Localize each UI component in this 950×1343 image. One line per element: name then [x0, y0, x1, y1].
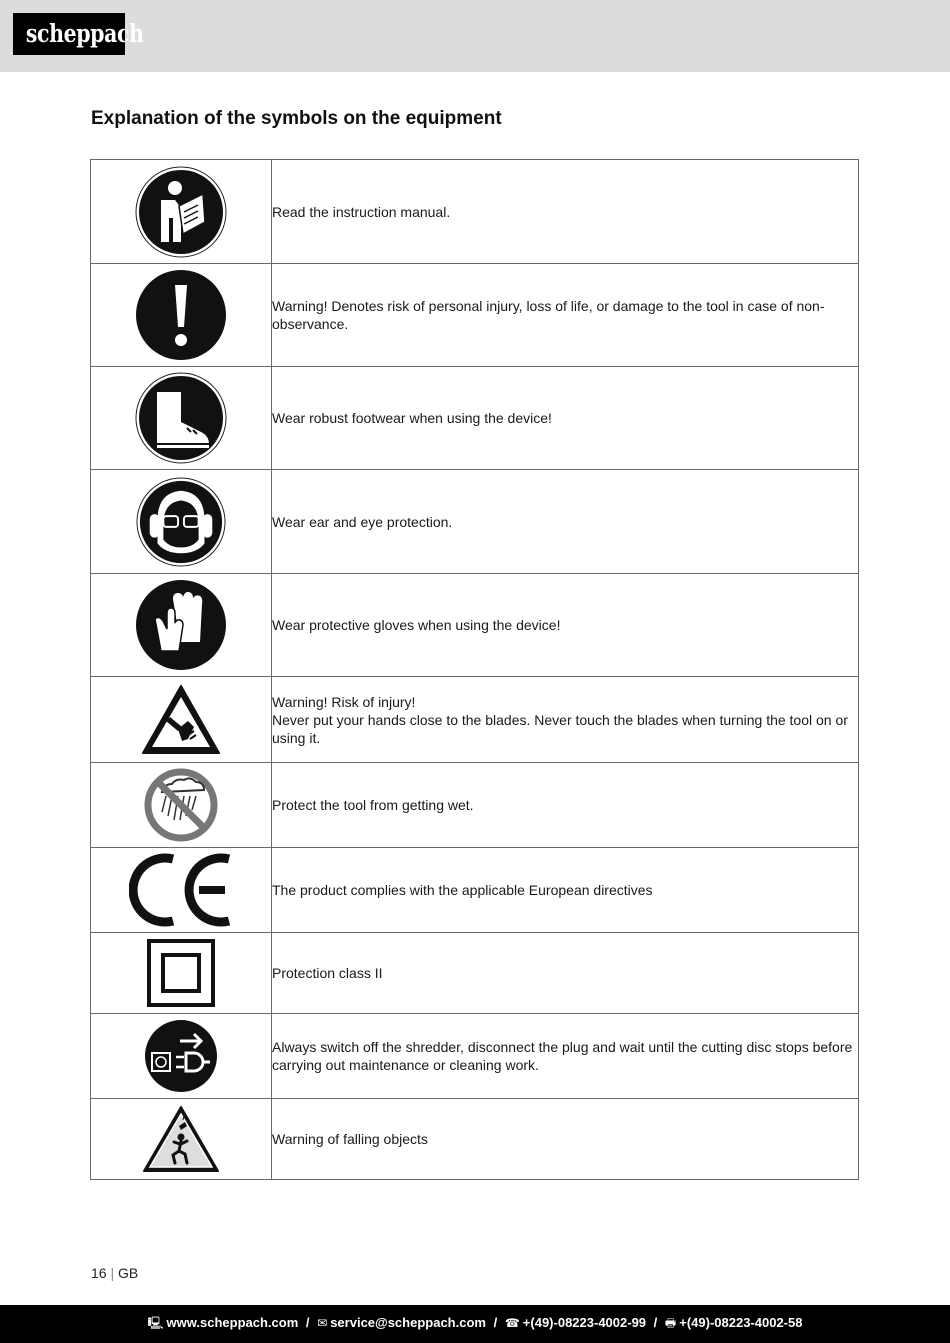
page-number-value: 16	[91, 1265, 107, 1281]
symbol-description	[272, 160, 859, 264]
footer-separator: /	[653, 1315, 658, 1330]
warning-exclamation-icon	[135, 269, 227, 361]
hand-blade-warning-icon	[140, 683, 222, 757]
footer-separator: /	[305, 1315, 310, 1330]
icon-cell	[91, 677, 272, 763]
protective-gloves-icon	[135, 579, 227, 671]
description-line: Wear ear and eye protection.	[272, 513, 453, 530]
symbol-description	[272, 1014, 859, 1099]
description-line: Warning! Denotes risk of personal injury, loss of life, or damage to the tool in case of non-observance.	[272, 298, 825, 332]
table-row	[91, 763, 859, 848]
description-line: Never put your hands close to the blades. Never touch the blades when turning the tool on or using it.	[272, 711, 848, 746]
icon-cell	[91, 574, 272, 677]
page-number-divider: |	[110, 1265, 115, 1281]
footer-bar	[0, 1305, 950, 1343]
icon-cell	[91, 264, 272, 367]
icon-cell	[91, 1099, 272, 1180]
icon-cell	[91, 848, 272, 933]
ce-mark-icon	[129, 853, 233, 927]
description-line: The product complies with the applicable European directives	[272, 882, 653, 898]
footer-fax: +(49)-08223-4002-58	[679, 1315, 803, 1330]
description-line: Wear robust footwear when using the device!	[272, 410, 552, 426]
page-number	[91, 1265, 138, 1281]
symbol-description	[272, 848, 859, 933]
symbol-description	[272, 574, 859, 677]
symbol-description	[272, 470, 859, 574]
footer-website[interactable]: www.scheppach.com	[166, 1315, 299, 1330]
read-manual-icon	[135, 166, 227, 258]
icon-cell	[91, 470, 272, 574]
description-line: Warning! Risk of injury!	[272, 693, 416, 710]
footer-email[interactable]: service@scheppach.com	[330, 1315, 486, 1330]
symbol-description	[272, 367, 859, 470]
page-language: GB	[118, 1265, 139, 1281]
phone-icon: ☎	[504, 1316, 520, 1330]
email-icon: ✉	[317, 1316, 328, 1330]
protection-class-2-icon	[147, 939, 215, 1007]
unplug-before-maintenance-icon	[144, 1019, 218, 1093]
symbol-description	[272, 933, 859, 1014]
description-line: Wear protective gloves when using the device!	[272, 617, 561, 633]
icon-cell	[91, 1014, 272, 1099]
description-line: Protect the tool from getting wet.	[272, 797, 474, 813]
fax-icon: 🖶	[664, 1316, 677, 1330]
table-row	[91, 367, 859, 470]
symbol-description	[272, 763, 859, 848]
no-rain-icon	[144, 768, 218, 842]
icon-cell	[91, 933, 272, 1014]
computer-icon: 🖳	[147, 1316, 164, 1330]
table-row	[91, 160, 859, 264]
falling-objects-icon	[141, 1104, 221, 1174]
description-line: Warning of falling objects	[272, 1131, 428, 1147]
icon-cell	[91, 367, 272, 470]
footer-phone: +(49)-08223-4002-99	[522, 1315, 647, 1330]
description-line: Read the instruction manual.	[272, 203, 451, 220]
description-line: Protection class II	[272, 965, 383, 981]
icon-cell	[91, 763, 272, 848]
safety-boot-icon	[135, 372, 227, 464]
symbols-table	[90, 159, 859, 1180]
scheppach-logo: scheppach	[13, 13, 125, 55]
table-row	[91, 1014, 859, 1099]
table-row	[91, 1099, 859, 1180]
table-row	[91, 264, 859, 367]
table-row	[91, 677, 859, 763]
header-bar	[0, 0, 950, 72]
table-row	[91, 848, 859, 933]
symbol-description	[272, 1099, 859, 1180]
table-row	[91, 574, 859, 677]
footer-separator: /	[493, 1315, 498, 1330]
page-title: Explanation of the symbols on the equipment	[91, 108, 502, 129]
table-row	[91, 470, 859, 574]
table-row	[91, 933, 859, 1014]
symbol-description	[272, 677, 859, 763]
ear-eye-protection-icon	[136, 477, 226, 567]
icon-cell	[91, 160, 272, 264]
description-line: Always switch off the shredder, disconnect the plug and wait until the cutting disc stops before carrying out maintenance or cleaning work.	[272, 1039, 853, 1073]
symbol-description	[272, 264, 859, 367]
